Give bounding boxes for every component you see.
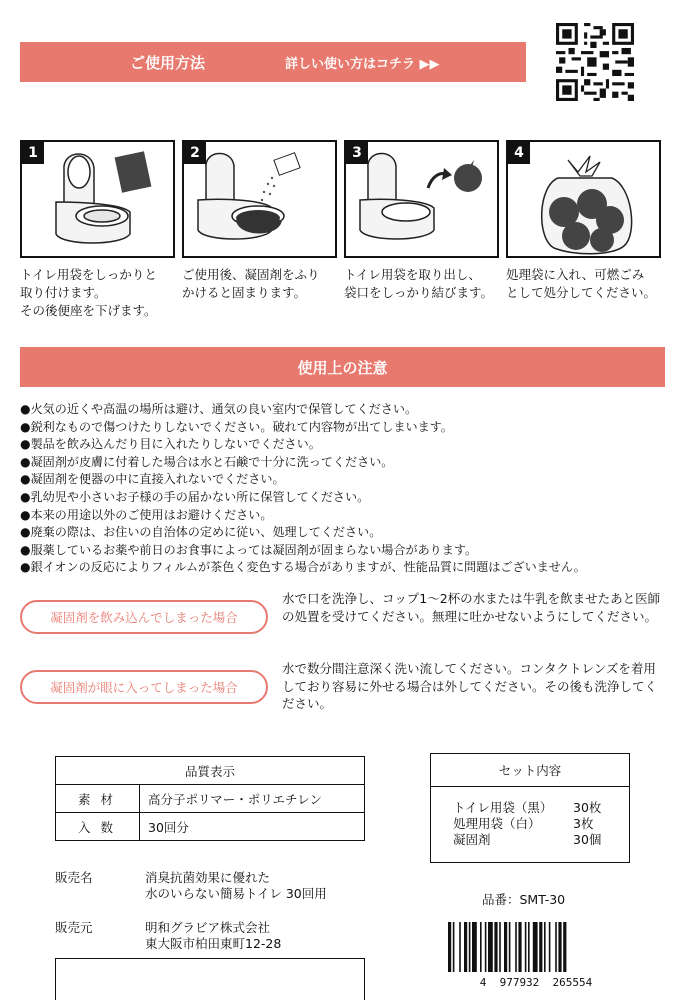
distributor-name: 明和グラビア株式会社 bbox=[145, 920, 271, 935]
caution-title: 使用上の注意 bbox=[297, 358, 388, 377]
swallowed-case-text: 水で口を洗浄し、コップ1～2杯の水または牛乳を飲ませたあと医師の処置を受けてください。無理に吐かせないようにしてください。 bbox=[282, 591, 661, 624]
distributor-label: 販売元 bbox=[55, 920, 93, 935]
count-value: 30回分 bbox=[140, 813, 365, 841]
step-number: 1 bbox=[22, 142, 44, 164]
set-row bbox=[453, 816, 601, 832]
eye-contact-case-text: 水で数分間注意深く洗い流してください。コンタクトレンズを着用しており容易に外せる場合は外してください。その後も洗浄してください。 bbox=[282, 661, 658, 711]
howto-title: ご使用方法 bbox=[130, 53, 206, 72]
howto-detail-link[interactable]: 詳しい使い方はコチラ ▶▶ bbox=[285, 56, 440, 72]
step-number: 2 bbox=[184, 142, 206, 164]
set-item-qty: 30個 bbox=[573, 832, 602, 847]
set-contents-box bbox=[430, 753, 630, 863]
caution-item: ● 凝固剤が皮膚に付着した場合は水と石鹸で十分に洗ってください。 bbox=[20, 454, 670, 472]
set-item-qty: 3枚 bbox=[573, 816, 594, 831]
quality-title: 品質表示 bbox=[56, 757, 365, 785]
caution-header-band bbox=[20, 347, 665, 387]
product-name-label: 販売名 bbox=[55, 870, 93, 885]
set-row bbox=[453, 832, 601, 848]
caution-item: ● 本来の用途以外のご使用はお避けください。 bbox=[20, 507, 670, 525]
eye-contact-case-badge: 凝固剤が眼に入ってしまった場合 bbox=[20, 670, 268, 704]
step-3-caption: トイレ用袋を取り出し、 袋口をしっかり結びます。 bbox=[344, 267, 494, 300]
step-number: 4 bbox=[508, 142, 530, 164]
set-item-qty: 30枚 bbox=[573, 800, 602, 815]
swallowed-case-badge: 凝固剤を飲み込んでしまった場合 bbox=[20, 600, 268, 634]
set-item-name: 処理用袋（白） bbox=[453, 816, 541, 831]
count-key: 入数 bbox=[56, 813, 140, 841]
caution-item: ● 製品を飲み込んだり目に入れたりしないでください。 bbox=[20, 436, 670, 454]
step-3-panel bbox=[344, 140, 499, 258]
barcode-icon bbox=[444, 922, 628, 972]
distributor-address: 東大阪市柏田東町12-28 bbox=[145, 936, 282, 951]
howto-header-band bbox=[20, 42, 526, 82]
caution-item: ● 乳幼児や小さいお子様の手の届かない所に保管してください。 bbox=[20, 489, 670, 507]
toilet-with-bag-illustration bbox=[22, 142, 175, 258]
step-1-caption: トイレ用袋をしっかりと 取り付けます。 その後便座を下げます。 bbox=[20, 267, 157, 318]
step-4-panel bbox=[506, 140, 661, 258]
qr-code-icon[interactable] bbox=[556, 23, 634, 101]
quality-label-table bbox=[55, 756, 365, 841]
caution-item: ● 廃棄の際は、お住いの自治体の定めに従い、処理してください。 bbox=[20, 524, 670, 542]
product-name-line2: 水のいらない簡易トイレ 30回用 bbox=[145, 886, 327, 901]
blank-label-box bbox=[55, 958, 365, 1000]
step-2-panel bbox=[182, 140, 337, 258]
barcode-number: 4 977932 265554 bbox=[479, 976, 593, 989]
model-number: 品番：SMT-30 bbox=[482, 892, 566, 907]
set-item-name: トイレ用袋（黒） bbox=[453, 800, 553, 815]
material-key: 素材 bbox=[56, 785, 140, 813]
material-value: 高分子ポリマー・ポリエチレン bbox=[140, 785, 365, 813]
caution-item: ● 銀イオンの反応によりフィルムが茶色く変色する場合がありますが、性能品質に問題はございません。 bbox=[20, 559, 670, 577]
step-2-caption: ご使用後、凝固剤をふり かけると固まります。 bbox=[182, 267, 320, 300]
caution-item: ● 服薬しているお薬や前日のお食事によっては凝固剤が固まらない場合があります。 bbox=[20, 542, 670, 560]
product-name-line1: 消臭抗菌効果に優れた bbox=[145, 870, 271, 885]
toilet-sprinkle-illustration bbox=[184, 142, 337, 258]
step-4-caption: 処理袋に入れ、可燃ごみ として処分してください。 bbox=[506, 267, 657, 300]
tie-bag-illustration bbox=[346, 142, 499, 258]
caution-item: ● 凝固剤を便器の中に直接入れないでください。 bbox=[20, 471, 670, 489]
set-row bbox=[453, 800, 601, 816]
step-1-panel bbox=[20, 140, 175, 258]
caution-item: ● 鋭利なもので傷つけたりしないでください。破れて内容物が出てしまいます。 bbox=[20, 419, 670, 437]
set-contents-title: セット内容 bbox=[431, 754, 629, 787]
caution-item: ● 火気の近くや高温の場所は避け、通気の良い室内で保管してください。 bbox=[20, 401, 670, 419]
barcode bbox=[444, 922, 628, 989]
caution-list bbox=[20, 401, 670, 577]
disposal-bag-illustration bbox=[508, 142, 661, 258]
step-number: 3 bbox=[346, 142, 368, 164]
set-item-name: 凝固剤 bbox=[453, 832, 491, 847]
